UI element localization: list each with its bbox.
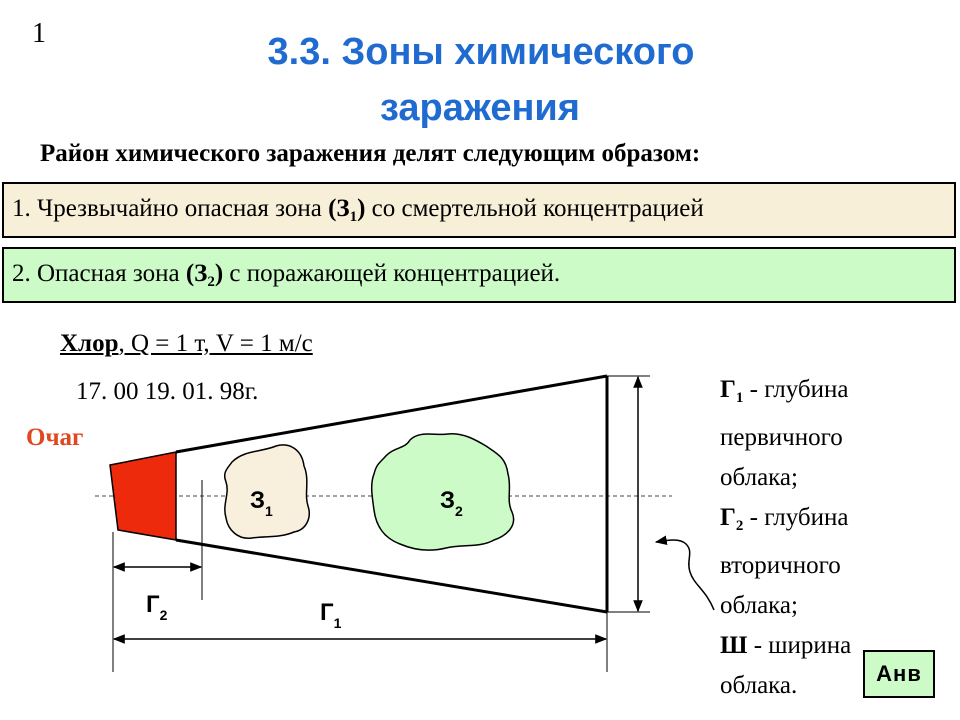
title-line-1: 3.3. Зоны химического — [267, 31, 695, 73]
g1-label: $Г_1$ — [320, 599, 342, 631]
legend-g2-letter: Г — [720, 504, 736, 531]
zone1-prefix: 1. Чрезвычайно опасная зона — [12, 194, 329, 222]
zone1-code-sub: 1 — [349, 208, 358, 225]
legend-g2-line3: облака; — [720, 592, 798, 619]
zone2-code-sub: 2 — [207, 273, 215, 290]
legend-g1-text: - глубина — [743, 376, 849, 403]
zone1-code-close: ) — [357, 194, 366, 222]
legend-sh — [720, 626, 851, 666]
zone1-label: $З_1$ — [250, 487, 273, 519]
legend-g1-line2: первичного — [720, 424, 843, 451]
legend-sh-letter: Ш — [720, 632, 748, 659]
cloud-top-edge — [176, 376, 607, 452]
legend-g2-line2: вторичного — [720, 552, 841, 579]
legend-g2-text: - глубина — [743, 504, 849, 531]
source-shape — [110, 452, 176, 540]
width-callout-arrow — [656, 540, 714, 610]
zone2-prefix: 2. Опасная зона — [12, 259, 186, 287]
zone2-code-close: ) — [214, 259, 224, 287]
chemical-values: , Q = 1 т, V = 1 м/с — [118, 330, 313, 357]
zone2-label: $З_2$ — [440, 487, 463, 519]
zone1-code-letter: (З — [328, 194, 350, 222]
zone2-suffix: с поражающей концентрацией. — [223, 259, 561, 287]
nav-button[interactable]: Анв — [863, 650, 935, 698]
legend — [720, 370, 851, 706]
slide-number: 1 — [32, 18, 46, 49]
g2-label: $Г_2$ — [146, 591, 168, 623]
legend-g2 — [720, 498, 851, 546]
subtitle: Район химического заражения делят следующим образом: — [40, 140, 701, 167]
legend-g1-line3: облака; — [720, 464, 798, 491]
legend-sh-line2: облака. — [720, 672, 798, 699]
zone1-blob — [225, 445, 310, 538]
legend-g1 — [720, 370, 851, 418]
cloud-bottom-edge — [176, 540, 607, 612]
date-time: 17. 00 19. 01. 98г. — [76, 378, 259, 405]
title-line-2: заражения — [380, 87, 580, 129]
zone1-suffix: со смертельной концентрацией — [365, 194, 704, 222]
zone2-code-letter: (З — [185, 259, 208, 287]
chemical-name: Хлор — [60, 330, 119, 357]
legend-g1-letter: Г — [720, 376, 736, 403]
legend-g1-sub: 1 — [735, 390, 744, 406]
legend-g2-sub: 2 — [735, 518, 744, 534]
source-label: Очаг — [26, 424, 84, 451]
legend-sh-text: - ширина — [747, 632, 852, 659]
